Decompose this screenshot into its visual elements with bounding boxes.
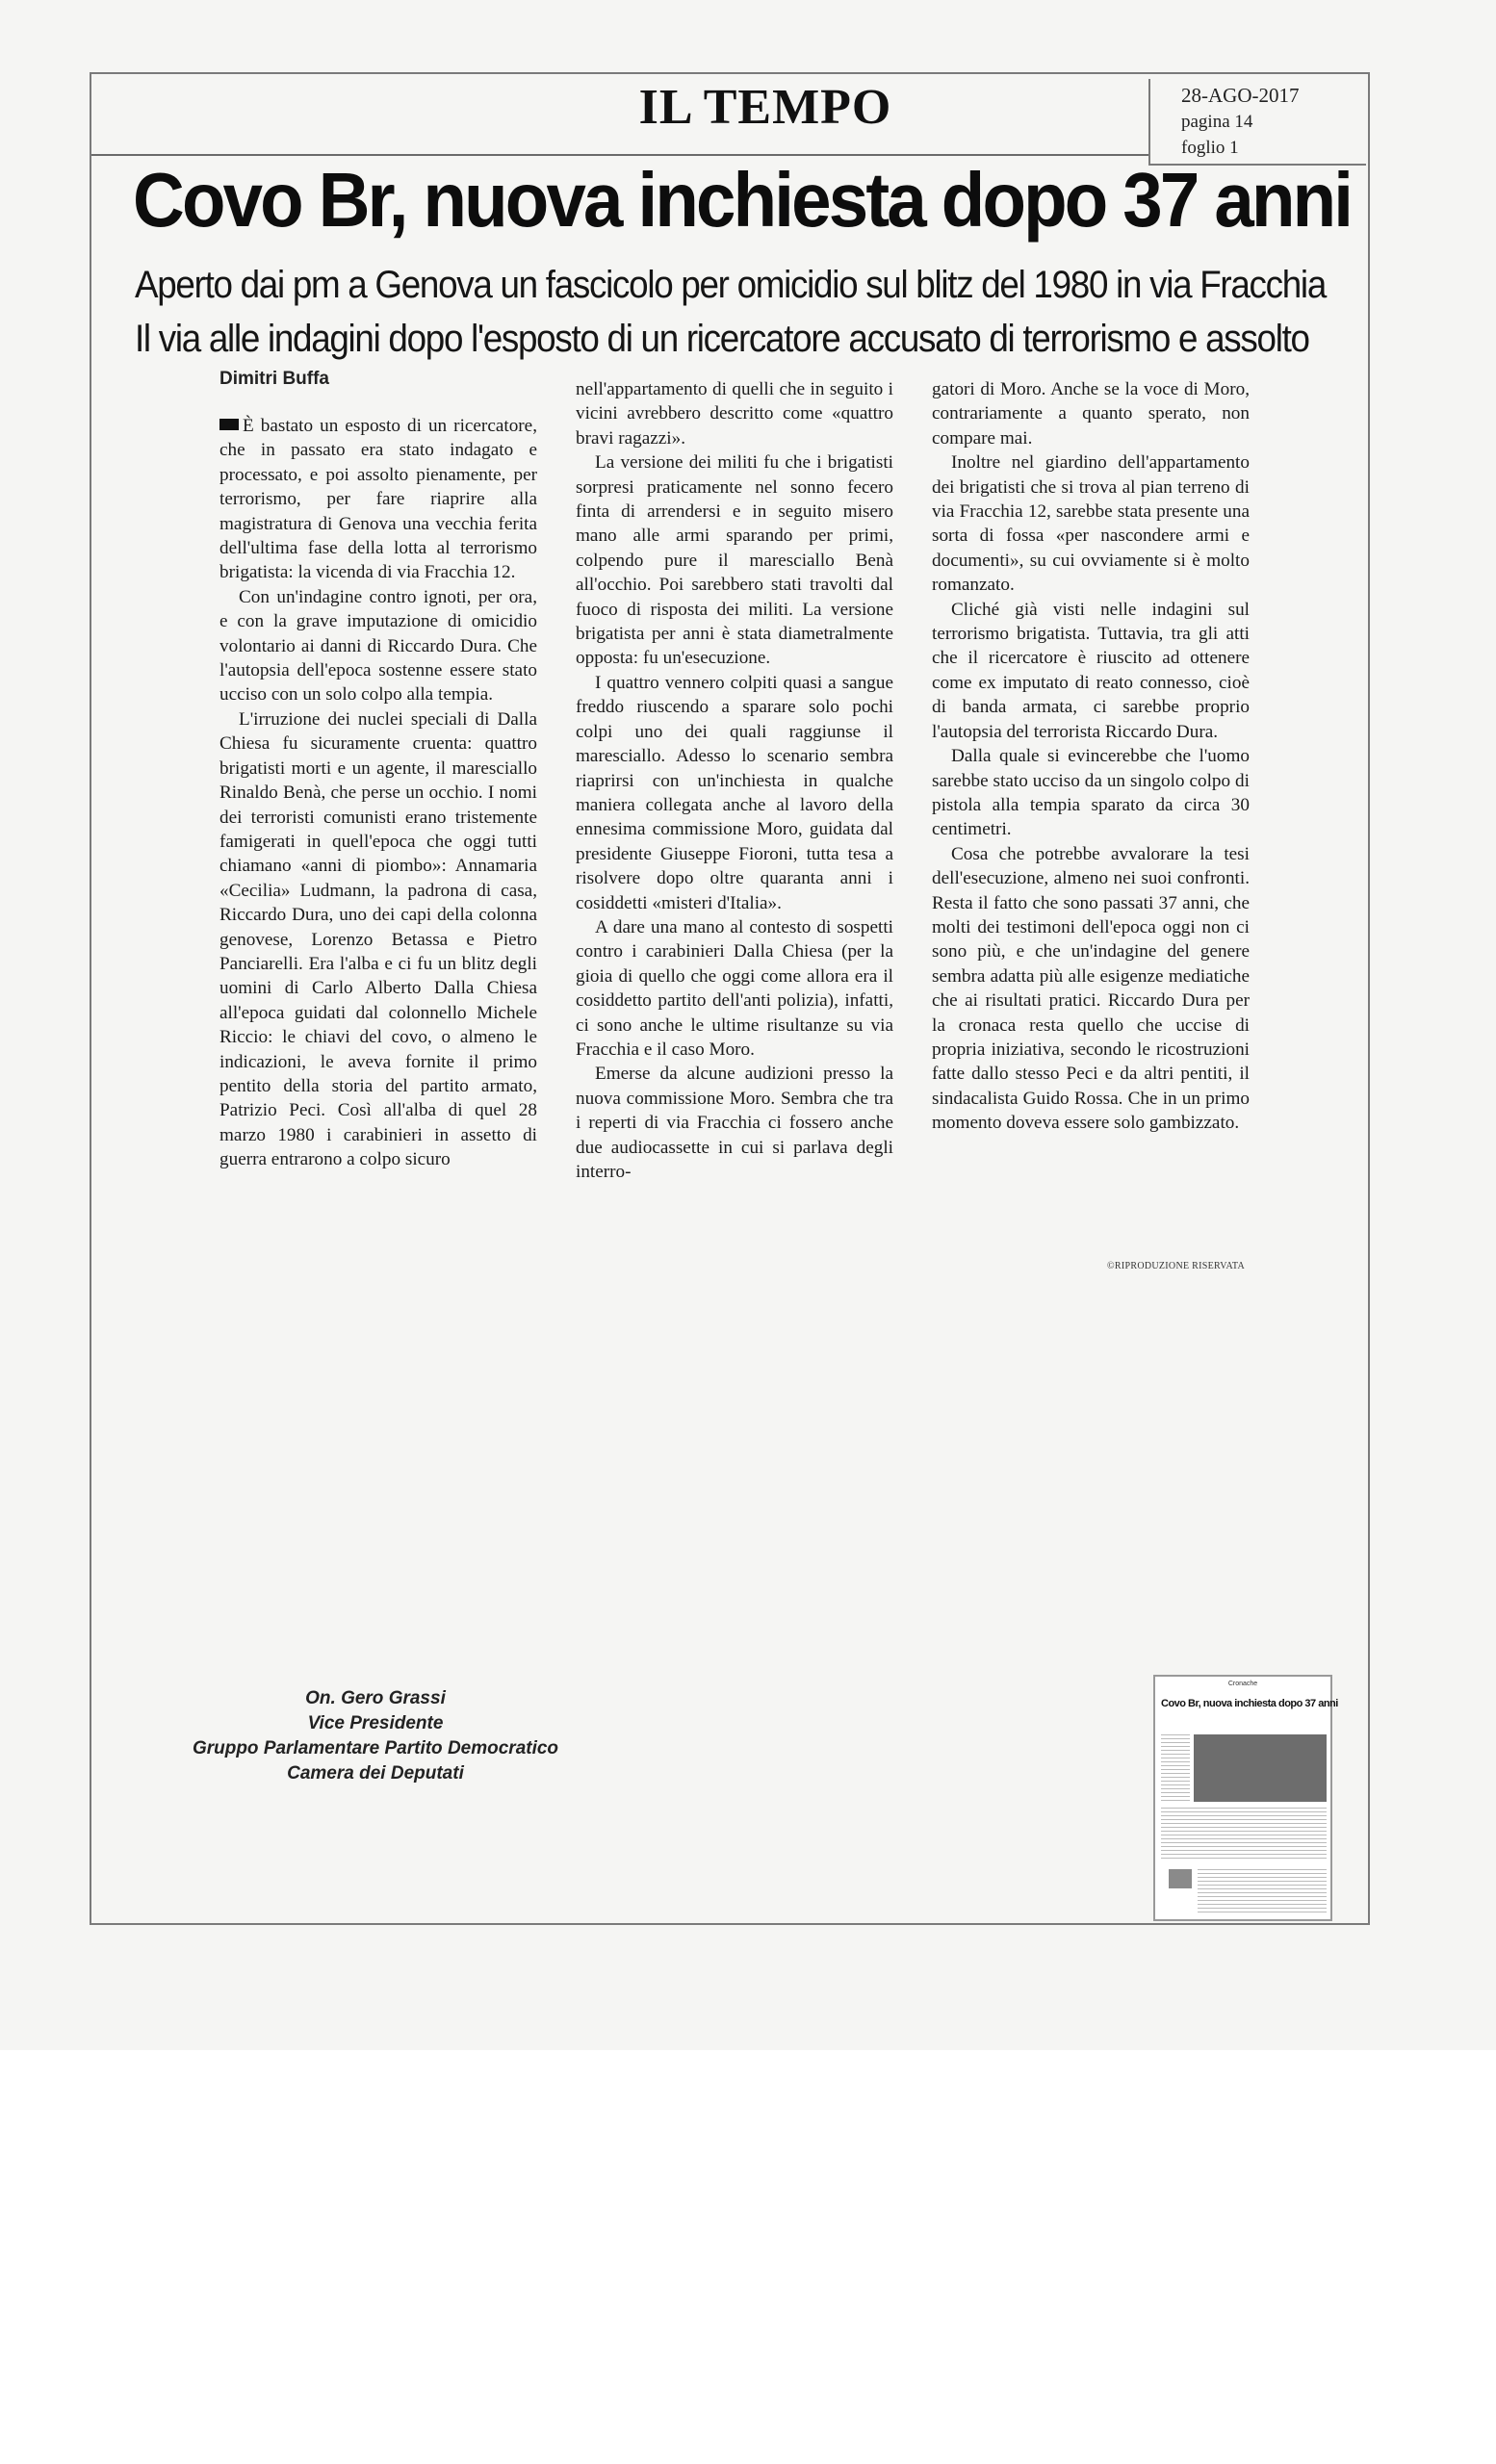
thumbnail-section: Cronache [1227, 1681, 1258, 1687]
signature-group: Gruppo Parlamentare Partito Democratico [192, 1738, 559, 1758]
article-subtitle [135, 258, 1326, 366]
paragraph: Cliché già visti nelle indagini sul terrorismo brigatista. Tuttavia, tra gli atti che il ricercatore è riuscito ad ottenere come ex imputato di reato connesso, cioè di banda armata, ci sarebbe proprio l'autopsia del terrorista Riccardo Dura. [932, 599, 1250, 742]
signature-chamber: Camera dei Deputati [287, 1763, 464, 1784]
paragraph: Cosa che potrebbe avvalorare la tesi dell'esecuzione, almeno nei suoi confronti. Resta il fatto che sono passati 37 anni, che molti dei testimoni dell'epoca oggi non ci sono più, e che un'indagine del genere sembra adatta più alle esigenze mediatiche che ai risultati pratici. Riccardo Dura per la cronaca resta quello che uccise di propria iniziativa, secondo le ricostruzioni fatte dallo stesso Peci e da altri pentiti, il sindacalista Guido Rossa. Che in un primo momento doveva essere solo gambizzato. [932, 843, 1250, 1134]
paragraph: L'irruzione dei nuclei speciali di Dalla Chiesa fu sicuramente cruenta: quattro brigatisti morti e un agente, il maresciallo Rinaldo Benà, che perse un occhio. I nomi dei terroristi comunisti erano tristemente famigerati in quell'epoca che oggi tutti chiamano «anni di piombo»: Annamaria «Cecilia» Ludmann, la padrona di casa, Riccardo Dura, uno dei capi della colonna genovese, Lorenzo Betassa e Pietro Panciarelli. Era l'alba e ci fu un blitz degli uomini di Carlo Alberto Dalla Chiesa all'epoca guidati dal colonnello Michele Riccio: le chiavi del covo, o almeno le indicazioni, le aveva fornite il primo pentito della storia del partito armato, Patrizio Peci. Così all'alba di quel 28 marzo 1980 i carabinieri in assetto di guerra entrarono a colpo sicuro [219, 708, 537, 1170]
article-byline: Dimitri Buffa [219, 369, 329, 389]
article-column-3 [932, 377, 1250, 1136]
clipping-sheet: foglio 1 [1181, 138, 1239, 158]
paragraph [219, 414, 537, 585]
paragraph-text: È bastato un esposto di un ricercatore, che in passato era stato indagato e processato, e poi assolto pienamente, per terrorismo, per fare riaprire alla magistratura di Genova una vecchia ferita dell'ultima fase della lotta al terrorismo brigatista: la vicenda di via Fracchia 12. [219, 416, 537, 583]
paragraph: A dare una mano al contesto di sospetti contro i carabinieri Dalla Chiesa (per la gioia di quello che oggi come allora era il cosiddetto partito dell'anti polizia), infatti, ci sono anche le ultime risultanze su via Fracchia e il caso Moro. [576, 916, 893, 1060]
signature-block [144, 1686, 606, 1786]
subtitle-line-2: Il via alle indagini dopo l'esposto di un ricercatore accusato di terrorismo e assolto [135, 318, 1309, 360]
thumbnail-photo [1169, 1869, 1192, 1888]
thumbnail-text-block [1198, 1869, 1327, 1915]
thumbnail-photo [1194, 1734, 1327, 1802]
signature-name: On. Gero Grassi [305, 1688, 446, 1708]
bullet-marker [219, 419, 239, 430]
paragraph: La versione dei militi fu che i brigatisti sorpresi praticamente nel sonno fecero finta di arrendersi e in seguito misero mano alle armi sparando per primi, colpendo pure il maresciallo Benà all'occhio. Poi sarebbero stati travolti dal fuoco di risposta dei militi. La versione brigatista per anni è stata diametralmente opposta: fu un'esecuzione. [576, 452, 893, 669]
paragraph: Emerse da alcune audizioni presso la nuova commissione Moro. Sembra che tra i reperti di via Fracchia ci fossero anche due audiocassette in cui si parlava degli interro- [576, 1064, 893, 1182]
thumbnail-text-block [1161, 1808, 1327, 1861]
clipping-date: 28-AGO-2017 [1181, 84, 1300, 107]
newspaper-masthead: IL TEMPO [638, 80, 892, 135]
paragraph: Inoltre nel giardino dell'appartamento dei brigatisti che si trova al pian terreno di via Fracchia 12, sarebbe stata presente una sorta di fossa «per nascondere armi e documenti», su cui ovviamente si è molto romanzato. [932, 452, 1250, 596]
paragraph: I quattro vennero colpiti quasi a sangue freddo riuscendo a sparare solo pochi colpi uno dei quali raggiunse il maresciallo. Adesso lo scenario sembra riaprirsi con un'inchiesta in qualche maniera collegata anche al lavoro della ennesima commissione Moro, guidata dal presidente Giuseppe Fioroni, tutta tesa a risolvere dopo oltre quaranta anni i cosiddetti «misteri d'Italia». [576, 672, 893, 913]
article-column-2 [576, 377, 893, 1184]
paragraph: Con un'indagine contro ignoti, per ora, e con la grave imputazione di omicidio volontario ai danni di Riccardo Dura. Che l'autopsia dell'epoca sostenne essere stato ucciso con un solo colpo alla tempia. [219, 586, 537, 706]
thumbnail-text-block [1161, 1734, 1190, 1802]
page-thumbnail [1153, 1675, 1338, 1921]
paragraph: Dalla quale si evincerebbe che l'uomo sarebbe stato ucciso da un singolo colpo di pistola alla tempia sparato da circa 30 centimetri. [932, 746, 1250, 840]
article-headline: Covo Br, nuova inchiesta dopo 37 anni [133, 157, 1352, 243]
copyright-notice: ©RIPRODUZIONE RISERVATA [1107, 1261, 1245, 1271]
article-column-1 [219, 414, 537, 1172]
signature-role: Vice Presidente [307, 1713, 444, 1733]
clipping-page: pagina 14 [1181, 112, 1253, 132]
thumbnail-title: Covo Br, nuova inchiesta dopo 37 anni [1161, 1698, 1338, 1709]
paragraph: nell'appartamento di quelli che in seguito i vicini avrebbero descritto come «quattro bravi ragazzi». [576, 379, 893, 449]
paragraph: gatori di Moro. Anche se la voce di Moro, contrariamente a quanto sperato, non compare mai. [932, 379, 1250, 449]
subtitle-line-1: Aperto dai pm a Genova un fascicolo per omicidio sul blitz del 1980 in via Fracchia [135, 264, 1326, 306]
